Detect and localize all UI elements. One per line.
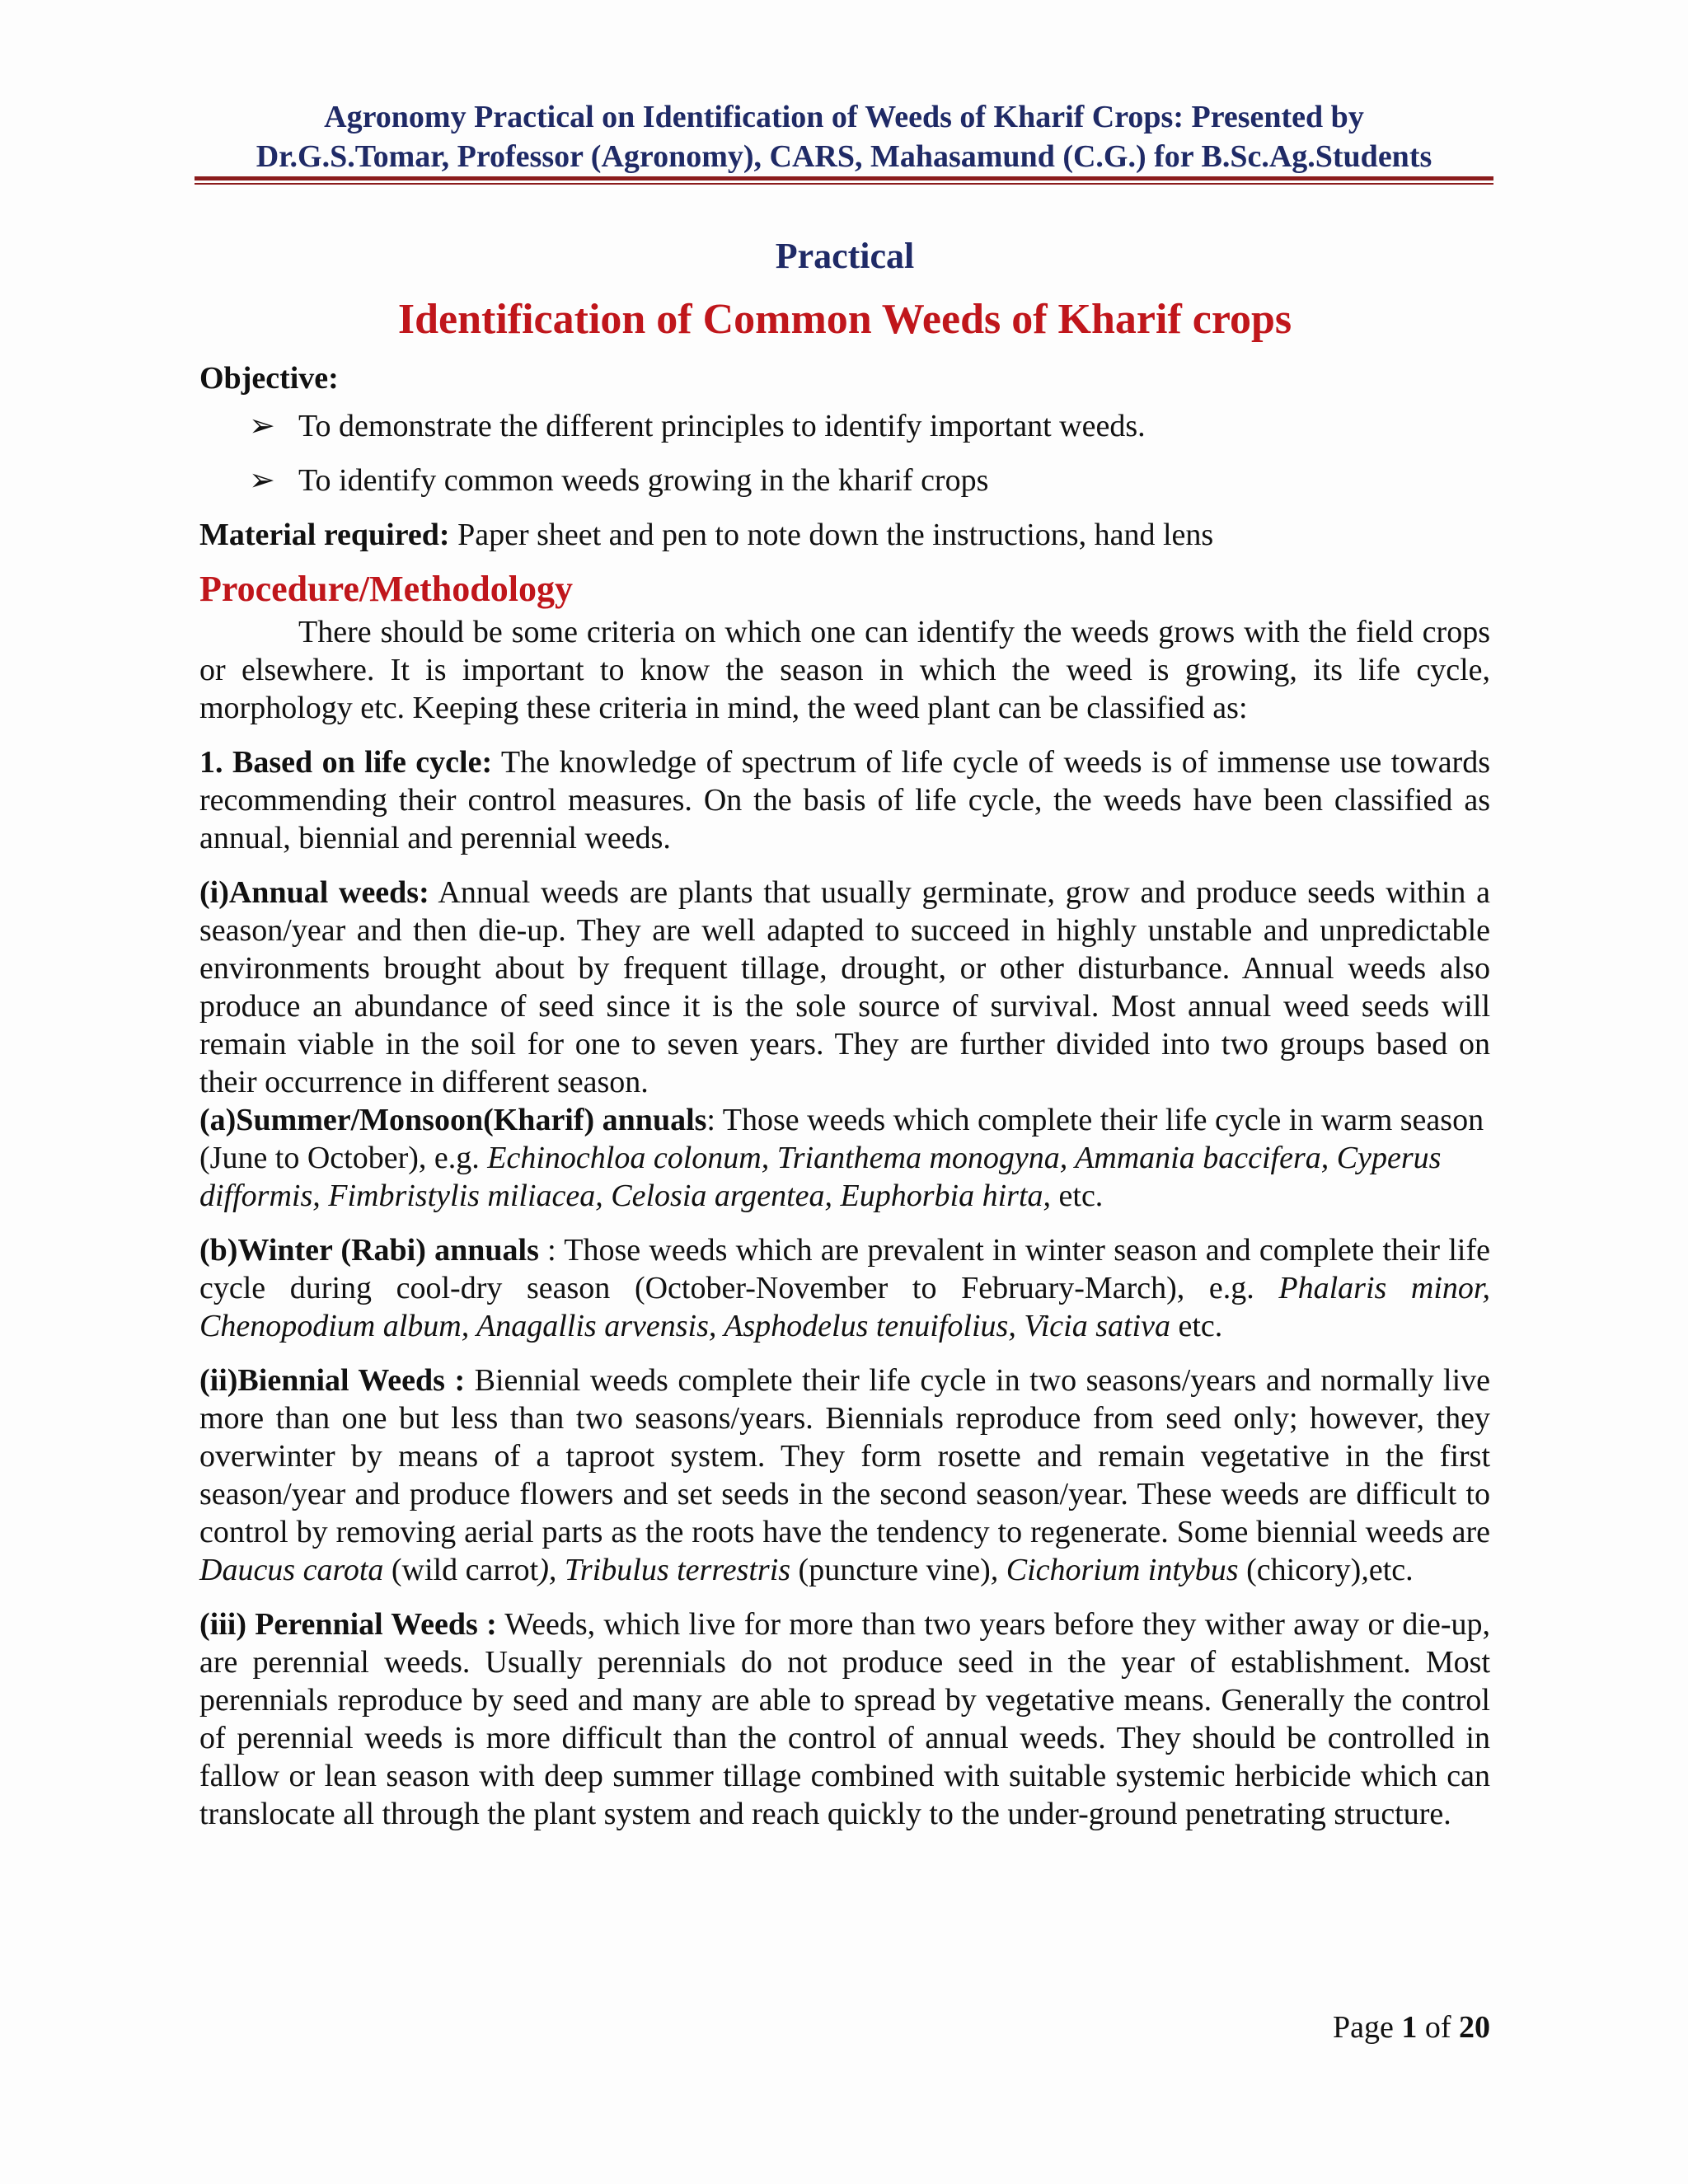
annual-weeds-label: (i)Annual weeds:: [199, 875, 429, 910]
intro-paragraph: There should be some criteria on which one can identify the weeds grows with the field crops or elsewhere. It is important to know the season in which the weed is growing, its life cycle, morphology etc. Keeping these criteria in mind, the weed plant can be classified as:: [199, 615, 1490, 725]
annual-weeds-text: Annual weeds are plants that usually germinate, grow and produce seeds within a season/year and then die-up. They are well adapted to succeed in highly unstable and unpredictable environments brought about by frequent tillage, drought, or other disturbance. Annual weeds also produce an abundance of seed since it is the sole source of survival. Most annual weed seeds will remain viable in the soil for one to seven years. They are further divided into two groups based on their occurrence in different season.: [199, 875, 1490, 1099]
winter-species: Phalaris minor, Chenopodium album, Anagallis arvensis, Asphodelus tenuifolius, Vicia sativa: [199, 1271, 1491, 1343]
biennial-common-3: (chicory): [1238, 1553, 1362, 1587]
biennial-species-1: Daucus carota: [199, 1553, 384, 1587]
summer-annuals-paragraph: [199, 1101, 1490, 1215]
biennial-end: etc.: [1368, 1553, 1414, 1587]
life-cycle-text: The knowledge of spectrum of life cycle of weeds is of immense use towards recommending their control measures. On the basis of life cycle, the weeds have been classified as annual, biennial and perennial weeds.: [199, 745, 1490, 855]
biennial-common-1: (wild carrot: [383, 1553, 539, 1587]
practical-heading: Practical: [775, 236, 915, 276]
objective-text: To demonstrate the different principles to identify important weeds.: [298, 409, 1146, 443]
current-page: 1: [1401, 2010, 1418, 2045]
page-word: Page: [1332, 2010, 1402, 2045]
biennial-species-2: Tribulus terrestris: [556, 1553, 791, 1587]
biennial-punct-3: ,: [1361, 1553, 1369, 1587]
page-title: Identification of Common Weeds of Kharif crops: [397, 296, 1292, 343]
perennial-weeds-label: (iii) Perennial Weeds :: [199, 1607, 497, 1642]
objective-text: To identify common weeds growing in the kharif crops: [298, 463, 989, 498]
summer-annuals-label: (a)Summer/Monsoon(Kharif) annuals: [199, 1103, 707, 1137]
biennial-punct-2: ,: [990, 1553, 999, 1587]
winter-end: etc.: [1170, 1309, 1223, 1343]
life-cycle-label: 1. Based on life cycle:: [199, 745, 493, 780]
biennial-weeds-paragraph: [199, 1361, 1490, 1589]
winter-annuals-text: : Those weeds which are prevalent in winter season and complete their life cycle during cool-dry season (October-November to February-March), e.g.: [199, 1233, 1490, 1305]
annual-weeds-paragraph: [199, 874, 1490, 1101]
total-pages: 20: [1459, 2010, 1490, 2045]
objective-list: [199, 407, 1490, 499]
material-required: [199, 516, 1490, 554]
arrow-bullet-icon: ➢: [249, 409, 275, 443]
perennial-weeds-paragraph: [199, 1605, 1490, 1833]
page-number: [1154, 2009, 1490, 2046]
header-line-1: Agronomy Practical on Identification of Weeds of Kharif Crops: Presented by: [324, 100, 1364, 134]
summer-annuals-text: : Those weeds which complete their life cycle in warm season (June to October), e.g.: [199, 1103, 1484, 1175]
perennial-weeds-text: Weeds, which live for more than two years before they wither away or die-up, are perennial weeds. Usually perennials do not produce seed in the year of establishment. Most perennials reproduce by seed and many are able to spread by vegetative means. Generally the control of perennial weeds is more difficult than the control of annual weeds. They should be controlled in fallow or lean season with deep summer tillage combined with suitable systemic herbicide which can translocate all through the plant system and reach quickly to the under-ground penetrating structure.: [199, 1607, 1490, 1831]
biennial-common-2: (puncture vine): [790, 1553, 991, 1587]
summer-end: etc.: [1051, 1179, 1104, 1213]
life-cycle-paragraph: [199, 743, 1490, 857]
header-rule-thin: [195, 183, 1493, 185]
summer-species: Echinochloa colonum, Trianthema monogyna, Ammania baccifera, Cyperus difformis, Fimbristylis miliacea, Celosia argentea, Euphorbia hirta,: [199, 1141, 1442, 1213]
header-rule-thick: [195, 176, 1493, 180]
biennial-weeds-text: Biennial weeds complete their life cycle in two seasons/years and normally live more than one but less than two seasons/years. Biennials reproduce from seed only; however, they overwinter by means of a taproot system. They form rosette and remain vegetative in the first season/year and produce flowers and set seeds in the second season/year. These weeds are difficult to control by removing aerial parts as the roots have the tendency to regenerate. Some biennial weeds are: [199, 1363, 1490, 1549]
page-content: [199, 223, 1490, 1833]
objective-label: Objective:: [199, 361, 339, 396]
header-line-2: Dr.G.S.Tomar, Professor (Agronomy), CARS, Mahasamund (C.G.) for B.Sc.Ag.Students: [256, 139, 1432, 174]
list-item: [199, 407, 1490, 445]
of-word: of: [1417, 2010, 1459, 2045]
running-header: [195, 97, 1493, 176]
winter-annuals-label: (b)Winter (Rabi) annuals: [199, 1233, 539, 1268]
biennial-weeds-label: (ii)Biennial Weeds :: [199, 1363, 466, 1398]
material-text: Paper sheet and pen to note down the instructions, hand lens: [449, 518, 1214, 552]
arrow-bullet-icon: ➢: [249, 463, 275, 498]
biennial-species-3: Cichorium intybus: [1006, 1553, 1239, 1587]
procedure-heading: Procedure/Methodology: [199, 569, 573, 609]
winter-annuals-paragraph: [199, 1231, 1490, 1345]
list-item: [199, 462, 1490, 499]
material-label: Material required:: [199, 518, 450, 552]
biennial-punct-1: ),: [538, 1553, 557, 1587]
